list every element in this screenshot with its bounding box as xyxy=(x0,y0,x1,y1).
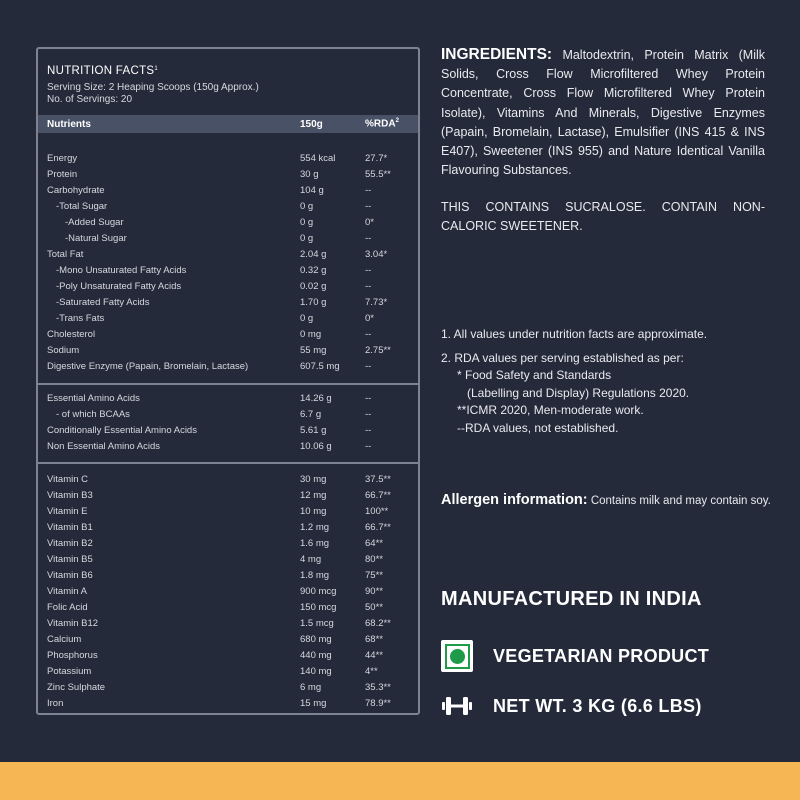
nutrient-row xyxy=(38,391,418,407)
nutrient-row xyxy=(38,311,418,327)
nutrient-row xyxy=(38,536,418,552)
nutrient-amount: 1.2 mg xyxy=(300,522,330,533)
nutrient-name: Protein xyxy=(47,169,78,180)
nutrient-amount: 12 mg xyxy=(300,490,327,501)
nutrient-rda: 90** xyxy=(365,586,383,597)
nutrient-amount: 2.04 g xyxy=(300,249,327,260)
nutrient-rda: 2.75** xyxy=(365,345,391,356)
nutrient-rda: -- xyxy=(365,425,372,436)
macronutrients-section xyxy=(38,133,418,375)
nutrient-row xyxy=(38,648,418,664)
footnote-2a: * Food Safety and Standards xyxy=(457,368,612,382)
nutrient-rda: 50** xyxy=(365,602,383,613)
nutrient-rda: 64** xyxy=(365,538,383,549)
nutrient-name: -Total Sugar xyxy=(56,201,108,212)
nutrient-row xyxy=(38,199,418,215)
serving-size: Serving Size: 2 Heaping Scoops (150g Approx.) xyxy=(47,82,259,93)
nutrient-amount: 1.70 g xyxy=(300,297,327,308)
allergen-text: Contains milk and may contain soy. xyxy=(590,495,771,507)
nutrient-amount: 900 mcg xyxy=(300,586,337,597)
allergen-label: Allergen information: xyxy=(441,492,588,508)
nutrient-row xyxy=(38,552,418,568)
nutrient-name: Sodium xyxy=(47,345,80,356)
ingredients-label: INGREDIENTS: xyxy=(441,46,553,63)
nutrient-name: Vitamin A xyxy=(47,586,87,597)
nutrient-amount: 14.26 g xyxy=(300,393,332,404)
header-nutrients: Nutrients xyxy=(47,118,91,130)
nutrient-amount: 104 g xyxy=(300,185,324,196)
amino-acids-section xyxy=(38,385,418,462)
nutrient-row xyxy=(38,167,418,183)
nutrient-amount: 1.5 mcg xyxy=(300,618,334,629)
nutrient-rda: 35.3** xyxy=(365,682,391,693)
nutrition-facts-panel xyxy=(36,47,420,715)
nutrient-row xyxy=(38,295,418,311)
nutrient-rda: 27.7* xyxy=(365,153,388,164)
nutrient-name: Potassium xyxy=(47,666,92,677)
header-rda-text: %RDA xyxy=(365,118,396,130)
nutrient-row xyxy=(38,600,418,616)
nutrient-rda: 68** xyxy=(365,634,383,645)
nutrient-row xyxy=(38,183,418,199)
vegetarian-mark-icon xyxy=(441,640,473,672)
nutrient-amount: 6 mg xyxy=(300,682,322,693)
nutrient-amount: 30 mg xyxy=(300,474,327,485)
allergen-info xyxy=(441,492,771,510)
net-weight xyxy=(441,690,702,722)
nutrient-name: Folic Acid xyxy=(47,602,88,613)
nutrient-rda: -- xyxy=(365,329,372,340)
nutrient-rda: 55.5** xyxy=(365,169,391,180)
nutrient-rda: 100** xyxy=(365,506,389,517)
nutrient-rda: 7.73* xyxy=(365,297,388,308)
nutrient-rda: -- xyxy=(365,361,372,372)
header-rda xyxy=(365,118,399,129)
nutrient-amount: 0 g xyxy=(300,233,314,244)
nutrient-name: Vitamin E xyxy=(47,506,88,517)
nutrient-amount: 1.8 mg xyxy=(300,570,330,581)
nutrient-name: Vitamin C xyxy=(47,474,89,485)
nutrient-name: -Saturated Fatty Acids xyxy=(56,297,150,308)
footnote-1: 1. All values under nutrition facts are approximate. xyxy=(441,327,708,341)
nutrient-row xyxy=(38,423,418,439)
nutrient-amount: 140 mg xyxy=(300,666,332,677)
nutrient-name: -Added Sugar xyxy=(65,217,124,228)
nutrient-rda: 80** xyxy=(365,554,383,565)
nutrient-row xyxy=(38,247,418,263)
nutrient-amount: 0 g xyxy=(300,201,314,212)
nutrition-title-footnote: 1 xyxy=(154,66,159,72)
nutrient-row xyxy=(38,359,418,375)
nutrient-row xyxy=(38,664,418,680)
nutrient-row xyxy=(38,504,418,520)
nutrient-name: Calcium xyxy=(47,634,82,645)
vegetarian-badge xyxy=(441,640,709,672)
nutrient-name: Vitamin B1 xyxy=(47,522,93,533)
nutrient-amount: 30 g xyxy=(300,169,319,180)
footnote-2d: --RDA values, not established. xyxy=(457,420,619,435)
nutrient-amount: 10.06 g xyxy=(300,441,332,452)
nutrient-rda: 0* xyxy=(365,313,374,324)
vegetarian-label: VEGETARIAN PRODUCT xyxy=(493,645,710,666)
nutrient-name: Vitamin B3 xyxy=(47,490,93,501)
nutrient-name: Phosphorus xyxy=(47,650,98,661)
nutrient-amount: 1.6 mg xyxy=(300,538,330,549)
nutrient-amount: 680 mg xyxy=(300,634,332,645)
nutrient-rda: -- xyxy=(365,201,372,212)
nutrition-title xyxy=(47,65,409,77)
nutrient-amount: 0 g xyxy=(300,313,314,324)
nutrient-amount: 15 mg xyxy=(300,698,327,709)
nutrient-rda: 3.04* xyxy=(365,249,388,260)
nutrient-name: Vitamin B12 xyxy=(47,618,99,629)
nutrition-header xyxy=(38,49,418,115)
ingredients-text: Maltodextrin, Protein Matrix (Milk Solids, Cross Flow Microfiltered Whey Protein Concentrate, Cross Flow Microfiltered Whey Protein Isolate), Vitamins And Minerals, Digestive Enzymes (Papain, Bromelain, Lactase), Emulsifier (INS 415 & INS E407), Sweetener (INS 955) and Nature Identical Vanilla Flavouring Substances. xyxy=(441,48,765,178)
vitamins-minerals-section xyxy=(38,464,418,712)
footnote-2: 2. RDA values per serving established as per: xyxy=(441,350,684,365)
nutrient-amount: 150 mcg xyxy=(300,602,337,613)
dumbbell-icon xyxy=(441,695,473,717)
nutrient-name: -Trans Fats xyxy=(56,313,105,324)
nutrient-row xyxy=(38,279,418,295)
nutrient-row xyxy=(38,632,418,648)
nutrient-name: Vitamin B6 xyxy=(47,570,93,581)
nutrition-column-headers xyxy=(38,115,418,133)
footnotes xyxy=(441,326,771,437)
nutrient-amount: 10 mg xyxy=(300,506,327,517)
nutrient-amount: 4 mg xyxy=(300,554,322,565)
nutrient-amount: 0.02 g xyxy=(300,281,327,292)
nutrient-row xyxy=(38,407,418,423)
nutrient-row xyxy=(38,151,418,167)
nutrient-row xyxy=(38,263,418,279)
nutrient-row xyxy=(38,472,418,488)
nutrient-rda: 4** xyxy=(365,666,378,677)
nutrient-name: -Mono Unsaturated Fatty Acids xyxy=(56,265,187,276)
nutrient-row xyxy=(38,327,418,343)
nutrient-amount: 440 mg xyxy=(300,650,332,661)
nutrient-amount: 5.61 g xyxy=(300,425,327,436)
nutrient-name: -Natural Sugar xyxy=(65,233,127,244)
nutrient-row xyxy=(38,616,418,632)
nutrient-name: Conditionally Essential Amino Acids xyxy=(47,425,197,436)
header-rda-footnote: 2 xyxy=(395,118,399,125)
nutrient-amount: 0 g xyxy=(300,217,314,228)
nutrient-rda: -- xyxy=(365,393,372,404)
nutrient-row xyxy=(38,343,418,359)
nutrient-name: Total Fat xyxy=(47,249,84,260)
nutrient-rda: 0* xyxy=(365,217,374,228)
nutrient-name: Iron xyxy=(47,698,64,709)
nutrient-rda: -- xyxy=(365,265,372,276)
nutrition-title-text: NUTRITION FACTS xyxy=(47,65,155,77)
nutrient-rda: 66.7** xyxy=(365,522,391,533)
nutrient-row xyxy=(38,584,418,600)
nutrient-row xyxy=(38,568,418,584)
nutrient-rda: 78.9** xyxy=(365,698,391,709)
bottom-accent-bar xyxy=(0,762,800,800)
nutrient-row xyxy=(38,488,418,504)
footnote-2b: (Labelling and Display) Regulations 2020. xyxy=(467,385,690,400)
nutrient-amount: 0.32 g xyxy=(300,265,327,276)
nutrient-amount: 554 kcal xyxy=(300,153,336,164)
footnote-2c: **ICMR 2020, Men-moderate work. xyxy=(457,403,644,417)
nutrient-amount: 0 mg xyxy=(300,329,322,340)
ingredients xyxy=(441,45,765,180)
nutrient-row xyxy=(38,680,418,696)
nutrient-name: Carbohydrate xyxy=(47,185,105,196)
nutrient-row xyxy=(38,696,418,712)
nutrient-name: Energy xyxy=(47,153,78,164)
manufactured-in: MANUFACTURED IN INDIA xyxy=(441,588,702,610)
nutrient-rda: -- xyxy=(365,441,372,452)
header-amount: 150g xyxy=(300,118,323,130)
nutrient-rda: 75** xyxy=(365,570,383,581)
nutrient-name: -Poly Unsaturated Fatty Acids xyxy=(56,281,182,292)
nutrient-amount: 55 mg xyxy=(300,345,327,356)
nutrient-rda: -- xyxy=(365,281,372,292)
nutrient-amount: 6.7 g xyxy=(300,409,322,420)
servings-count: No. of Servings: 20 xyxy=(47,94,133,105)
nutrient-rda: 37.5** xyxy=(365,474,391,485)
nutrient-name: Zinc Sulphate xyxy=(47,682,106,693)
nutrient-name: Digestive Enzyme (Papain, Bromelain, Lactase) xyxy=(47,361,249,372)
nutrient-amount: 607.5 mg xyxy=(300,361,340,372)
nutrient-name: - of which BCAAs xyxy=(56,409,130,420)
nutrient-rda: -- xyxy=(365,409,372,420)
net-weight-label: NET WT. 3 KG (6.6 LBS) xyxy=(493,695,702,716)
nutrient-name: Vitamin B5 xyxy=(47,554,93,565)
ingredients-block xyxy=(441,45,765,236)
nutrient-rda: 68.2** xyxy=(365,618,391,629)
nutrient-rda: 66.7** xyxy=(365,490,391,501)
nutrient-row xyxy=(38,439,418,455)
nutrient-name: Vitamin B2 xyxy=(47,538,93,549)
nutrient-row xyxy=(38,520,418,536)
nutrient-name: Cholesterol xyxy=(47,329,96,340)
nutrient-name: Essential Amino Acids xyxy=(47,393,140,404)
nutrient-rda: -- xyxy=(365,185,372,196)
nutrient-row xyxy=(38,231,418,247)
sucralose-note: THIS CONTAINS SUCRALOSE. CONTAIN NON-CALORIC SWEETENER. xyxy=(441,200,765,234)
nutrient-rda: -- xyxy=(365,233,372,244)
nutrient-row xyxy=(38,215,418,231)
nutrient-name: Non Essential Amino Acids xyxy=(47,441,161,452)
nutrient-rda: 44** xyxy=(365,650,383,661)
